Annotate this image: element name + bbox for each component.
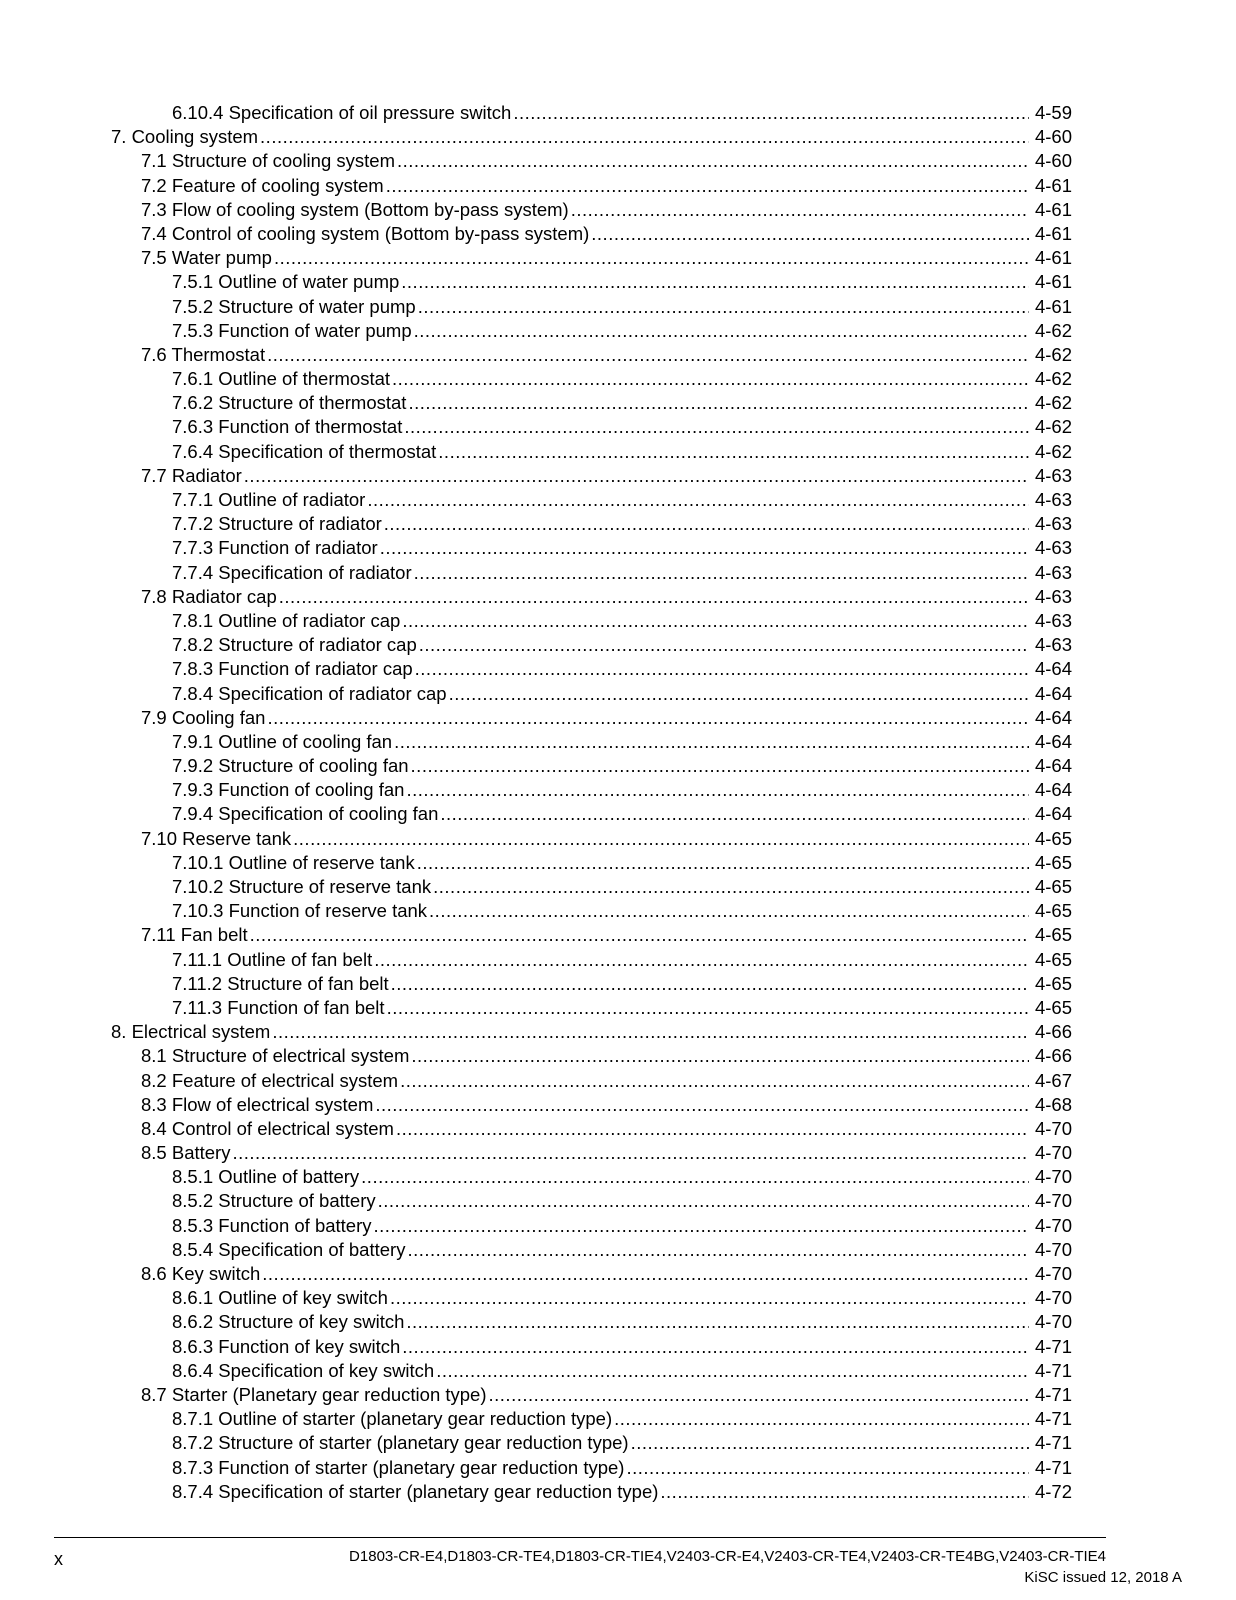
toc-entry-title: 8.6.2 Structure of key switch — [172, 1311, 405, 1333]
toc-dot-leader — [415, 657, 1029, 681]
toc-entry-page: 4-70 — [1034, 1311, 1072, 1333]
toc-dot-leader — [408, 391, 1029, 415]
toc-dot-leader — [396, 1117, 1029, 1141]
toc-entry — [0, 440, 1236, 464]
toc-entry-page: 4-63 — [1034, 634, 1072, 656]
toc-dot-leader — [367, 488, 1029, 512]
toc-dot-leader — [272, 1020, 1029, 1044]
toc-entry-page: 4-59 — [1034, 102, 1072, 123]
toc-entry — [0, 1359, 1236, 1383]
toc-entry — [0, 149, 1236, 173]
toc-entry-page: 4-62 — [1034, 440, 1072, 462]
toc-entry-title: 7.5.1 Outline of water pump — [172, 271, 400, 293]
toc-entry — [0, 343, 1236, 367]
toc-entry-title: 8.4 Control of electrical system — [141, 1117, 394, 1139]
toc-dot-leader — [361, 1165, 1029, 1189]
toc-entry — [0, 1238, 1236, 1262]
toc-entry-title: 8.1 Structure of electrical system — [141, 1045, 410, 1067]
toc-entry-page: 4-66 — [1034, 1021, 1072, 1043]
toc-dot-leader — [489, 1383, 1029, 1407]
toc-entry-page: 4-61 — [1034, 222, 1072, 244]
toc-entry-page: 4-71 — [1034, 1432, 1072, 1454]
toc-dot-leader — [250, 923, 1029, 947]
toc-dot-leader — [384, 512, 1029, 536]
toc-entry — [0, 488, 1236, 512]
toc-entry-title: 7.10.3 Function of reserve tank — [172, 900, 428, 922]
toc-entry-page: 4-65 — [1034, 996, 1072, 1018]
toc-entry — [0, 1407, 1236, 1431]
toc-entry-page: 4-63 — [1034, 513, 1072, 535]
toc-dot-leader — [440, 802, 1029, 826]
toc-entry-title: 8.6.1 Outline of key switch — [172, 1287, 388, 1309]
toc-entry-title: 7.7.2 Structure of radiator — [172, 513, 382, 535]
toc-dot-leader — [262, 1262, 1029, 1286]
toc-entry-title: 7.9.1 Outline of cooling fan — [172, 730, 393, 752]
toc-dot-leader — [436, 1359, 1029, 1383]
toc-dot-leader — [404, 415, 1029, 439]
toc-entry-title: 7.8.1 Outline of radiator cap — [172, 609, 401, 631]
toc-entry — [0, 948, 1236, 972]
toc-entry — [0, 633, 1236, 657]
toc-dot-leader — [380, 536, 1029, 560]
toc-dot-leader — [260, 125, 1029, 149]
toc-dot-leader — [293, 827, 1029, 851]
toc-dot-leader — [449, 682, 1029, 706]
toc-entry-title: 8.5.1 Outline of battery — [172, 1166, 360, 1188]
toc-entry-title: 7.7.3 Function of radiator — [172, 537, 378, 559]
toc-entry-page: 4-67 — [1034, 1069, 1072, 1091]
toc-entry-title: 7.8 Radiator cap — [141, 585, 277, 607]
toc-dot-leader — [267, 706, 1029, 730]
toc-entry — [0, 778, 1236, 802]
toc-entry-page: 4-61 — [1034, 174, 1072, 196]
toc-entry-page: 4-61 — [1034, 295, 1072, 317]
toc-entry — [0, 1093, 1236, 1117]
toc-entry — [0, 609, 1236, 633]
toc-entry — [0, 1431, 1236, 1455]
toc-entry — [0, 1069, 1236, 1093]
toc-dot-leader — [374, 1214, 1029, 1238]
toc-dot-leader — [411, 754, 1029, 778]
toc-entry-page: 4-70 — [1034, 1287, 1072, 1309]
toc-entry — [0, 415, 1236, 439]
toc-dot-leader — [244, 464, 1029, 488]
footer-model-list: D1803-CR-E4,D1803-CR-TE4,D1803-CR-TIE4,V2403-CR-E4,V2403-CR-TE4,V2403-CR-TE4BG,V2403-CR-TIE4 — [349, 1548, 1106, 1565]
toc-dot-leader — [406, 1310, 1029, 1334]
toc-dot-leader — [433, 875, 1029, 899]
toc-entry-page: 4-64 — [1034, 730, 1072, 752]
toc-entry — [0, 246, 1236, 270]
toc-entry-title: 8.7 Starter (Planetary gear reduction type) — [141, 1383, 487, 1405]
toc-entry-page: 4-61 — [1034, 198, 1072, 220]
toc-entry-title: 7.2 Feature of cooling system — [141, 174, 384, 196]
toc-dot-leader — [660, 1480, 1029, 1504]
toc-entry-page: 4-72 — [1034, 1480, 1072, 1502]
toc-entry — [0, 706, 1236, 730]
toc-dot-leader — [279, 585, 1029, 609]
toc-dot-leader — [386, 174, 1029, 198]
toc-entry-page: 4-64 — [1034, 803, 1072, 825]
toc-entry — [0, 1286, 1236, 1310]
toc-entry-page: 4-63 — [1034, 489, 1072, 510]
toc-entry-title: 7.5 Water pump — [141, 247, 272, 269]
toc-dot-leader — [411, 1044, 1029, 1068]
toc-dot-leader — [392, 367, 1029, 391]
toc-entry-page: 4-65 — [1034, 948, 1072, 970]
toc-entry-page: 4-71 — [1034, 1383, 1072, 1405]
toc-entry-title: 7.9.3 Function of cooling fan — [172, 779, 405, 801]
toc-entry-page: 4-70 — [1034, 1166, 1072, 1188]
toc-entry — [0, 972, 1236, 996]
toc-entry — [0, 899, 1236, 923]
toc-dot-leader — [391, 972, 1029, 996]
toc-entry-page: 4-70 — [1034, 1142, 1072, 1164]
toc-entry — [0, 1456, 1236, 1480]
toc-dot-leader — [397, 149, 1029, 173]
toc-entry-page: 4-71 — [1034, 1335, 1072, 1357]
toc-entry-title: 7.5.3 Function of water pump — [172, 319, 412, 341]
toc-entry-title: 8.3 Flow of electrical system — [141, 1093, 374, 1115]
toc-entry — [0, 367, 1236, 391]
toc-entry — [0, 101, 1236, 125]
toc-dot-leader — [401, 270, 1029, 294]
footer-divider — [54, 1537, 1106, 1538]
toc-entry — [0, 851, 1236, 875]
toc-entry — [0, 996, 1236, 1020]
toc-dot-leader — [438, 440, 1029, 464]
toc-entry — [0, 1310, 1236, 1334]
toc-entry-page: 4-68 — [1034, 1093, 1072, 1115]
toc-entry — [0, 464, 1236, 488]
toc-entry-title: 7.11.1 Outline of fan belt — [172, 948, 373, 970]
toc-entry-title: 7.8.3 Function of radiator cap — [172, 658, 413, 680]
toc-entry-page: 4-62 — [1034, 319, 1072, 341]
toc-entry-title: 7.9 Cooling fan — [141, 706, 266, 728]
toc-entry-page: 4-65 — [1034, 876, 1072, 897]
toc-entry-page: 4-70 — [1034, 1190, 1072, 1212]
toc-entry-title: 8.5.3 Function of battery — [172, 1214, 372, 1236]
toc-entry-title: 7.8.4 Specification of radiator cap — [172, 682, 447, 704]
toc-entry-title: 7.6 Thermostat — [141, 343, 266, 365]
toc-dot-leader — [406, 778, 1029, 802]
toc-entry-page: 4-71 — [1034, 1408, 1072, 1430]
toc-entry-page: 4-64 — [1034, 658, 1072, 680]
toc-dot-leader — [374, 948, 1029, 972]
toc-dot-leader — [375, 1093, 1029, 1117]
toc-entry-title: 7.3 Flow of cooling system (Bottom by-pass system) — [141, 198, 569, 220]
toc-entry — [0, 174, 1236, 198]
toc-entry — [0, 1189, 1236, 1213]
toc-dot-leader — [513, 101, 1029, 125]
toc-entry-title: 7.6.3 Function of thermostat — [172, 416, 403, 438]
toc-entry-title: 8. Electrical system — [111, 1021, 271, 1043]
toc-entry-title: 7.5.2 Structure of water pump — [172, 295, 416, 317]
toc-entry — [0, 1141, 1236, 1165]
toc-entry-page: 4-63 — [1034, 609, 1072, 631]
toc-dot-leader — [274, 246, 1029, 270]
toc-entry-page: 4-64 — [1034, 779, 1072, 801]
toc-entry-page: 4-63 — [1034, 537, 1072, 559]
toc-entry-page: 4-60 — [1034, 150, 1072, 172]
toc-entry-page: 4-70 — [1034, 1263, 1072, 1284]
toc-entry-page: 4-62 — [1034, 343, 1072, 365]
toc-entry — [0, 1214, 1236, 1238]
toc-entry — [0, 682, 1236, 706]
toc-dot-leader — [267, 343, 1029, 367]
toc-entry — [0, 295, 1236, 319]
toc-dot-leader — [378, 1189, 1029, 1213]
toc-entry — [0, 125, 1236, 149]
toc-dot-leader — [400, 1069, 1029, 1093]
toc-entry — [0, 222, 1236, 246]
toc-entry — [0, 827, 1236, 851]
toc-entry-title: 7.7.1 Outline of radiator — [172, 489, 366, 510]
toc-entry-page: 4-64 — [1034, 755, 1072, 777]
toc-dot-leader — [232, 1141, 1029, 1165]
toc-entry — [0, 1117, 1236, 1141]
toc-entry-page: 4-71 — [1034, 1359, 1072, 1381]
toc-dot-leader — [591, 222, 1029, 246]
toc-entry-title: 8.5.2 Structure of battery — [172, 1190, 376, 1212]
toc-entry — [0, 923, 1236, 947]
toc-entry — [0, 391, 1236, 415]
footer-issue-info: KiSC issued 12, 2018 A — [1024, 1569, 1182, 1586]
toc-entry-title: 7. Cooling system — [111, 126, 259, 148]
toc-dot-leader — [631, 1431, 1029, 1455]
toc-entry-page: 4-61 — [1034, 271, 1072, 293]
toc-entry-title: 8.7.4 Specification of starter (planetary gear reduction type) — [172, 1480, 659, 1502]
toc-dot-leader — [402, 609, 1029, 633]
toc-dot-leader — [429, 899, 1029, 923]
toc-entry-title: 8.7.1 Outline of starter (planetary gear reduction type) — [172, 1408, 613, 1430]
toc-dot-leader — [417, 851, 1029, 875]
toc-entry-page: 4-66 — [1034, 1045, 1072, 1067]
toc-dot-leader — [390, 1286, 1029, 1310]
toc-entry-title: 7.10 Reserve tank — [141, 827, 292, 849]
toc-dot-leader — [414, 561, 1029, 585]
toc-entry-page: 4-65 — [1034, 924, 1072, 946]
toc-entry — [0, 802, 1236, 826]
toc-entry-title: 8.7.2 Structure of starter (planetary gear reduction type) — [172, 1432, 629, 1454]
toc-entry-title: 8.5 Battery — [141, 1142, 231, 1164]
toc-entry-page: 4-60 — [1034, 126, 1072, 148]
toc-entry-title: 7.7 Radiator — [141, 464, 242, 486]
toc-entry-title: 7.4 Control of cooling system (Bottom by-pass system) — [141, 222, 590, 244]
toc-entry-title: 8.6.3 Function of key switch — [172, 1335, 401, 1357]
toc-entry-title: 7.11 Fan belt — [141, 924, 248, 946]
toc-entry — [0, 1044, 1236, 1068]
toc-entry — [0, 319, 1236, 343]
toc-dot-leader — [614, 1407, 1029, 1431]
toc-entry — [0, 270, 1236, 294]
toc-entry-page: 4-63 — [1034, 585, 1072, 607]
toc-entry — [0, 1020, 1236, 1044]
toc-entry — [0, 754, 1236, 778]
toc-dot-leader — [407, 1238, 1029, 1262]
toc-entry-page: 4-70 — [1034, 1214, 1072, 1236]
toc-entry-title: 7.8.2 Structure of radiator cap — [172, 634, 417, 656]
toc-entry — [0, 1262, 1236, 1286]
toc-entry-title: 7.7.4 Specification of radiator — [172, 561, 412, 583]
toc-entry-page: 4-70 — [1034, 1238, 1072, 1260]
toc-entry — [0, 730, 1236, 754]
toc-entry — [0, 512, 1236, 536]
toc-dot-leader — [418, 295, 1029, 319]
toc-entry-title: 8.6 Key switch — [141, 1263, 261, 1284]
toc-entry-page: 4-62 — [1034, 416, 1072, 438]
toc-entry-page: 4-64 — [1034, 706, 1072, 728]
toc-dot-leader — [402, 1335, 1029, 1359]
toc-entry-page: 4-62 — [1034, 368, 1072, 390]
toc-entry-title: 7.6.4 Specification of thermostat — [172, 440, 437, 462]
toc-entry-title: 7.11.3 Function of fan belt — [172, 996, 385, 1018]
toc-entry — [0, 585, 1236, 609]
toc-entry-page: 4-70 — [1034, 1117, 1072, 1139]
toc-entry-title: 7.10.1 Outline of reserve tank — [172, 851, 415, 873]
toc-entry — [0, 561, 1236, 585]
toc-entry — [0, 1383, 1236, 1407]
toc-entry-title: 8.6.4 Specification of key switch — [172, 1359, 435, 1381]
toc-entry — [0, 1165, 1236, 1189]
toc-dot-leader — [387, 996, 1029, 1020]
toc-entry-page: 4-63 — [1034, 464, 1072, 486]
toc-entry-page: 4-62 — [1034, 392, 1072, 414]
toc-entry — [0, 875, 1236, 899]
toc-dot-leader — [419, 633, 1029, 657]
toc-entry — [0, 1480, 1236, 1504]
toc-entry-title: 6.10.4 Specification of oil pressure switch — [172, 102, 512, 123]
toc-entry-title: 8.2 Feature of electrical system — [141, 1069, 399, 1091]
toc-entry-page: 4-65 — [1034, 851, 1072, 873]
toc-entry-page: 4-63 — [1034, 561, 1072, 583]
toc-entry-title: 8.5.4 Specification of battery — [172, 1238, 406, 1260]
toc-entry-page: 4-65 — [1034, 972, 1072, 994]
toc-entry — [0, 1335, 1236, 1359]
footer-page-number: x — [54, 1549, 63, 1569]
toc-entry-page: 4-71 — [1034, 1456, 1072, 1478]
toc-entry-page: 4-65 — [1034, 900, 1072, 922]
toc-dot-leader — [394, 730, 1029, 754]
toc-entry-title: 7.1 Structure of cooling system — [141, 150, 395, 172]
toc-entry-title: 7.6.2 Structure of thermostat — [172, 392, 407, 414]
toc-entry-title: 7.6.1 Outline of thermostat — [172, 368, 391, 390]
toc-entry-title: 7.11.2 Structure of fan belt — [172, 972, 389, 994]
toc-dot-leader — [626, 1456, 1029, 1480]
table-of-contents — [0, 101, 1236, 1504]
toc-entry — [0, 536, 1236, 560]
toc-entry-page: 4-64 — [1034, 682, 1072, 704]
toc-entry-title: 7.9.2 Structure of cooling fan — [172, 755, 409, 777]
toc-entry — [0, 657, 1236, 681]
toc-entry-title: 7.10.2 Structure of reserve tank — [172, 876, 432, 897]
toc-dot-leader — [414, 319, 1029, 343]
toc-entry — [0, 198, 1236, 222]
toc-entry-page: 4-61 — [1034, 247, 1072, 269]
toc-entry-page: 4-65 — [1034, 827, 1072, 849]
toc-dot-leader — [571, 198, 1029, 222]
toc-entry-title: 7.9.4 Specification of cooling fan — [172, 803, 439, 825]
toc-entry-title: 8.7.3 Function of starter (planetary gear reduction type) — [172, 1456, 625, 1478]
